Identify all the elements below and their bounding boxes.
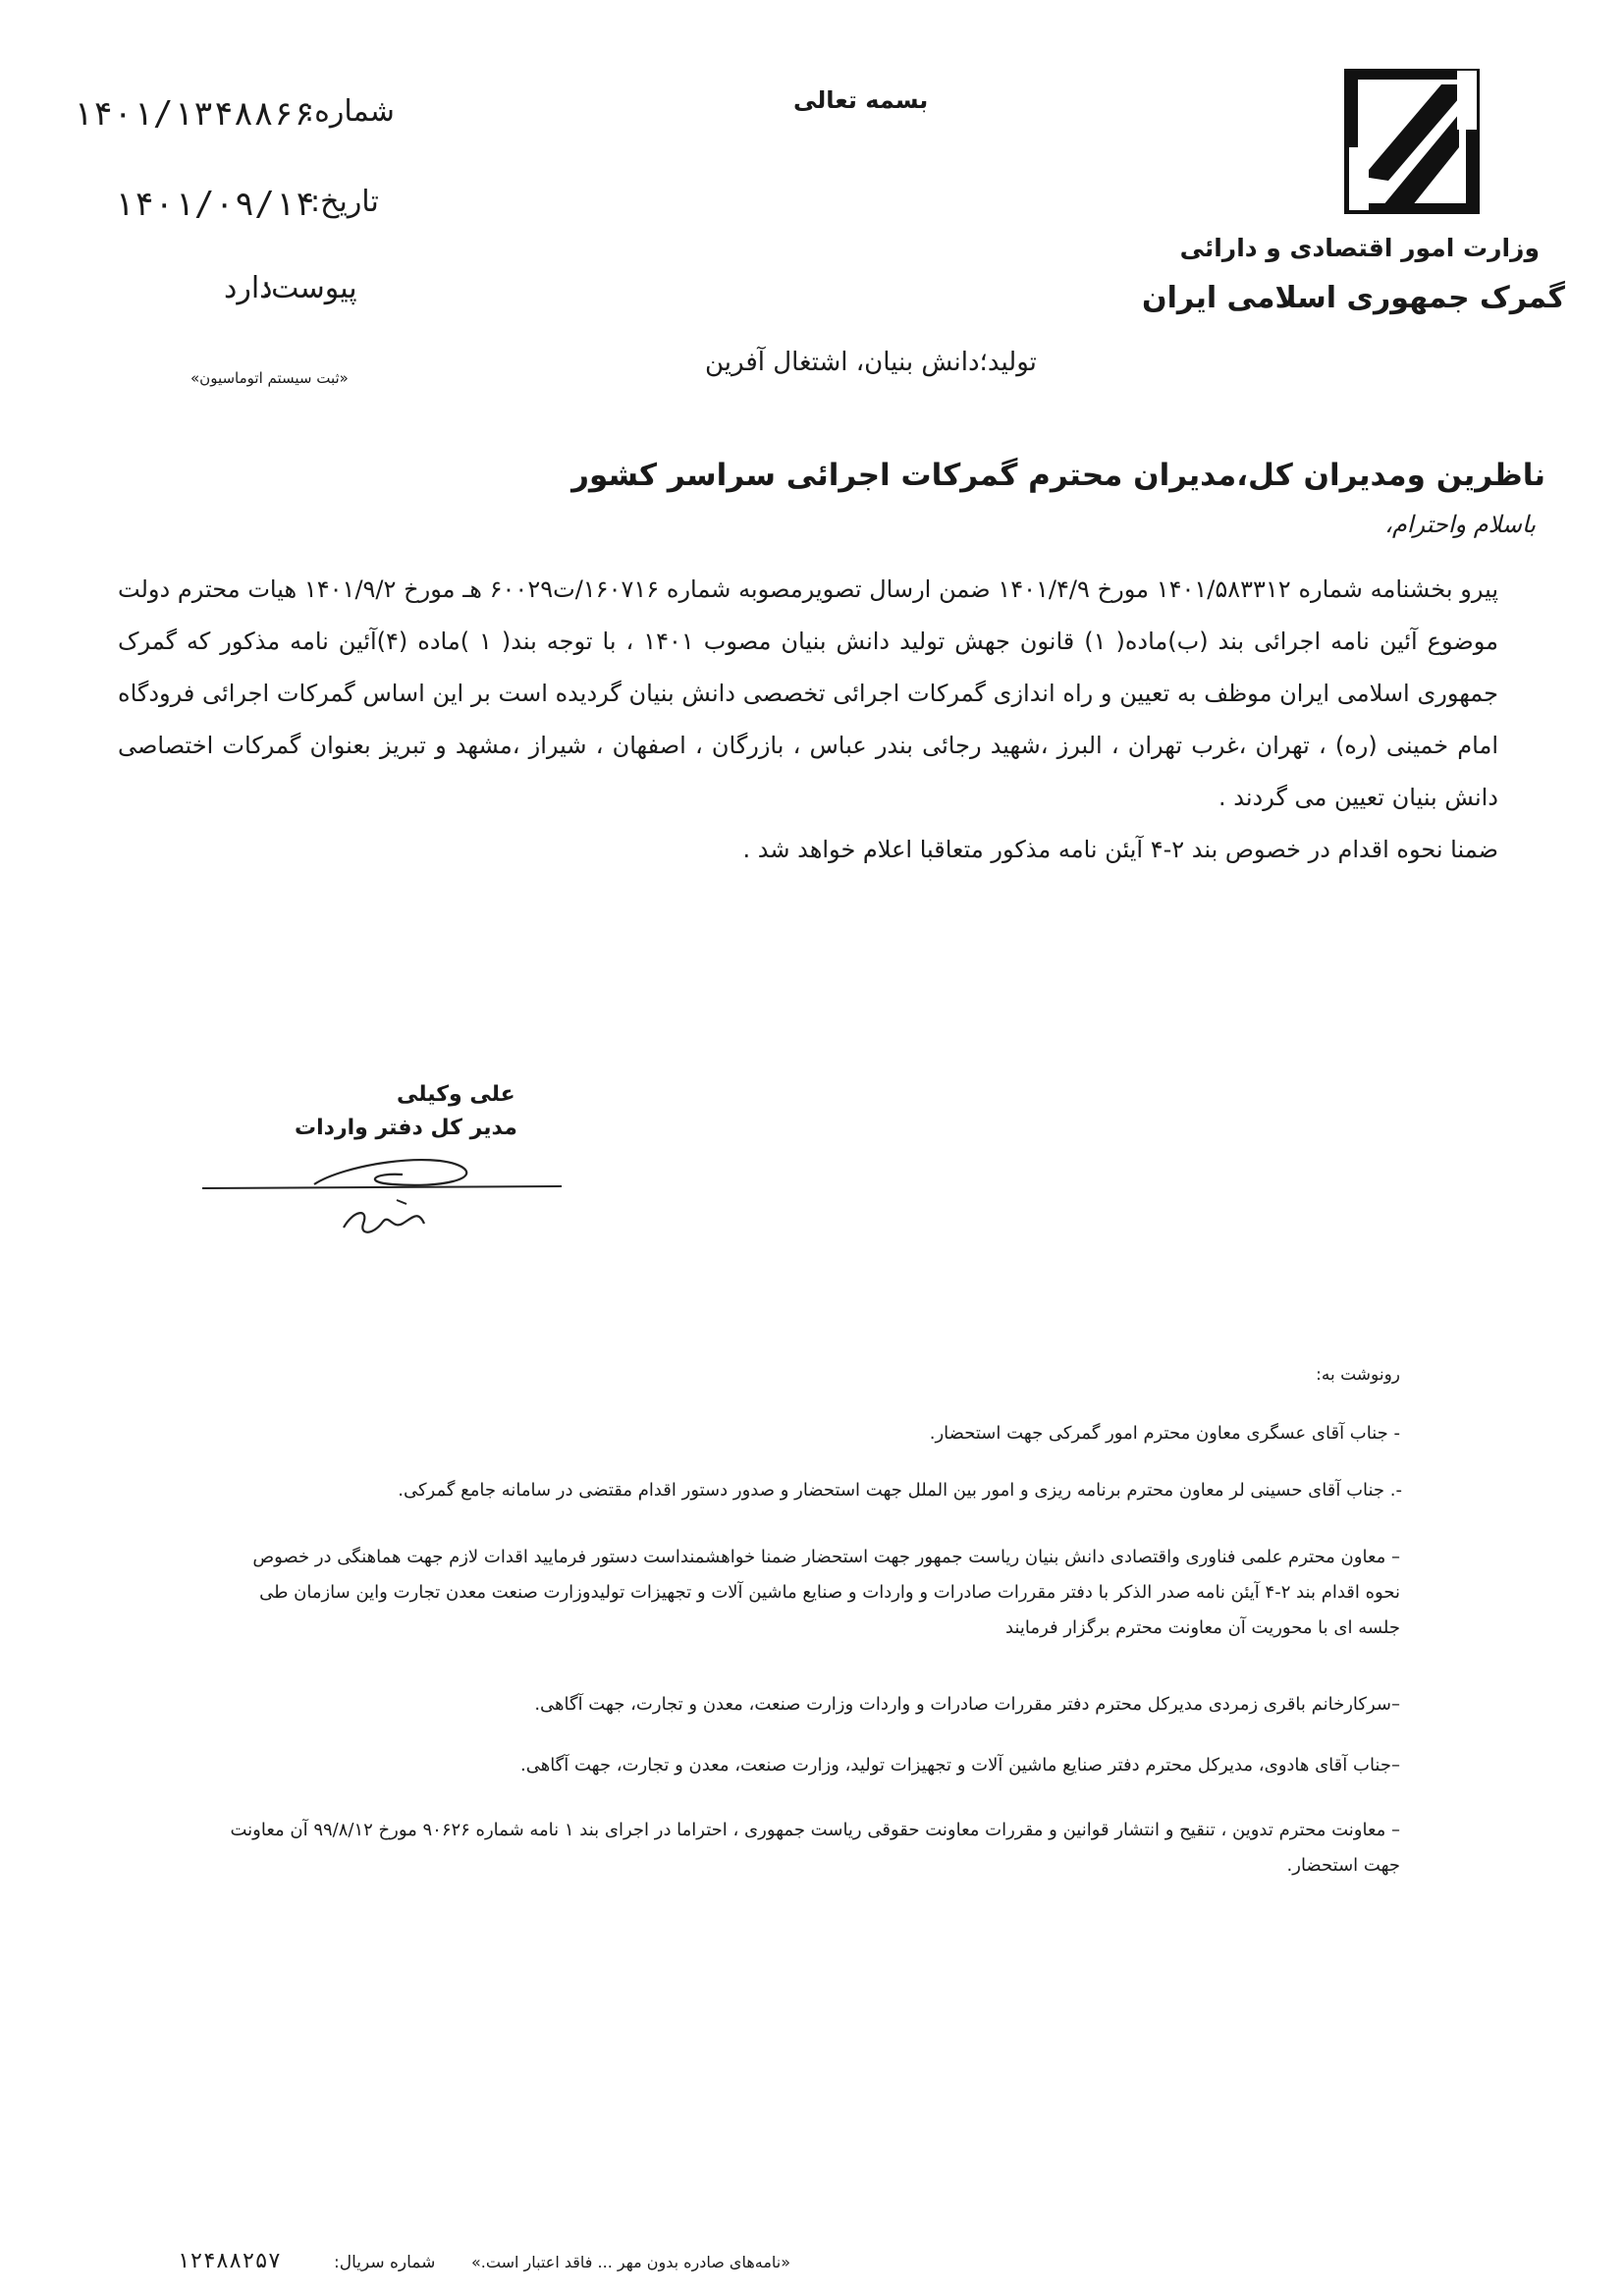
body-paragraph: ضمنا نحوه اقدام در خصوص بند ۲-۴ آیئن نامه مذکور متعاقبا اعلام خواهد شد . <box>742 836 1498 863</box>
organization-name: گمرک جمهوری اسلامی ایران <box>1142 281 1565 315</box>
validity-footer-note: «نامه‌های صادره بدون مهر ... فاقد اعتبار است.» <box>471 2253 791 2271</box>
letter-number-label: شماره: <box>304 94 395 129</box>
signer-title: مدیر کل دفتر واردات <box>295 1116 517 1140</box>
letter-date-label: تاریخ: <box>310 185 379 219</box>
attachment-label: پیوست: <box>261 271 357 305</box>
customs-emblem-icon <box>1343 69 1481 214</box>
cc-item <box>226 1813 1400 1884</box>
serial-number-value: ۱۲۴۸۸۲۵۷ <box>177 2249 281 2273</box>
greeting: باسلام واحترام، <box>1384 511 1536 538</box>
handwritten-signature <box>196 1145 569 1243</box>
letter-number-value: ۱۴۰۱/۱۳۴۸۸۶۶ <box>73 94 314 134</box>
cc-item-text: – معاونت محترم تدوین ، تنقیح و انتشار قوانین و مقررات معاونت حقوقی ریاست جمهوری ، احتراما در اجرای بند ۱ نامه شماره ۹۰۶۲۶ مورخ ۹۹/۸/۱۲ آن معاونت جهت استحضار. <box>230 1820 1400 1876</box>
attachment-value: دارد <box>224 271 273 305</box>
ministry-name: وزارت امور اقتصادی و دارائی <box>1179 234 1540 262</box>
serial-number-label: شماره سریال: <box>334 2253 436 2272</box>
bismillah-heading: بسمه تعالی <box>793 86 929 114</box>
letter-date-value: ۱۴۰۱/۰۹/۱۴ <box>114 185 315 224</box>
cc-item-text: – معاون محترم علمی فناوری واقتصادی دانش بنیان ریاست جمهور جهت استحضار ضمنا خواهشمنداست دستور فرمایید اقدات لازم جهت هماهنگی در خصوص نحوه اقدام بند ۲-۴ آیئن نامه صدر الذکر با دفتر مقررات صادرات و واردات و صنایع ماشین آلات و تجهیزات تولیدوزارت صنعت معدن تجارت واین سازمان طی جلسه ای با محوریت آن معاونت محترم برگزار فرمایند <box>252 1547 1400 1638</box>
signer-name: علی وکیلی <box>397 1082 515 1107</box>
cc-item: - جناب آقای عسگری معاون محترم امور گمرکی جهت استحضار. <box>929 1423 1400 1444</box>
cc-item: -. جناب آقای حسینی لر معاون محترم برنامه ریزی و امور بین الملل جهت استحضار و صدور دستور اقدام مقتضی در سامانه جامع گمرکی. <box>398 1480 1402 1501</box>
year-motto: تولید؛دانش بنیان، اشتغال آفرین <box>705 348 1037 377</box>
automation-registration-note: «ثبت سیستم اتوماسیون» <box>190 369 349 387</box>
cc-item: –سرکارخانم باقری زمردی مدیرکل محترم دفتر مقررات صادرات و واردات وزارت صنعت، معدن و تجارت، جهت آگاهی. <box>534 1694 1400 1715</box>
cc-item <box>226 1540 1400 1646</box>
letter-body <box>118 564 1498 876</box>
cc-item: –جناب آقای هادوی، مدیرکل محترم دفتر صنایع ماشین آلات و تجهیزات تولید، وزارت صنعت، معدن و تجارت، جهت آگاهی. <box>519 1755 1400 1776</box>
cc-title: رونوشت به: <box>1316 1365 1400 1385</box>
body-paragraph: پیرو بخشنامه شماره ۱۴۰۱/۵۸۳۳۱۲ مورخ ۱۴۰۱/۴/۹ ضمن ارسال تصویرمصوبه شماره ۱۶۰۷۱۶/ت۶۰۰۲۹ هـ مورخ ۱۴۰۱/۹/۲ هیات محترم دولت موضوع آئین نامه اجرائی بند (ب)ماده( ۱) قانون جهش تولید دانش بنیان مصوب ۱۴۰۱ ، با توجه بند( ۱ )ماده (۴)آئین نامه مذکور که گمرک جمهوری اسلامی ایران موظف به تعیین و راه اندازی گمرکات اجرائی تخصصی دانش بنیان گردیده است بر این اساس گمرکات اجرائی فرودگاه امام خمینی (ره) ، تهران ،غرب تهران ، البرز ،شهید رجائی بندر عباس ، بازرگان ، اصفهان ، شیراز ،مشهد و تبریز بعنوان گمرکات اختصاصی دانش بنیان تعیین می گردند . <box>118 575 1498 811</box>
addressee: ناظرین ومدیران کل،مدیران محترم گمرکات اجرائی سراسر کشور <box>571 458 1545 493</box>
